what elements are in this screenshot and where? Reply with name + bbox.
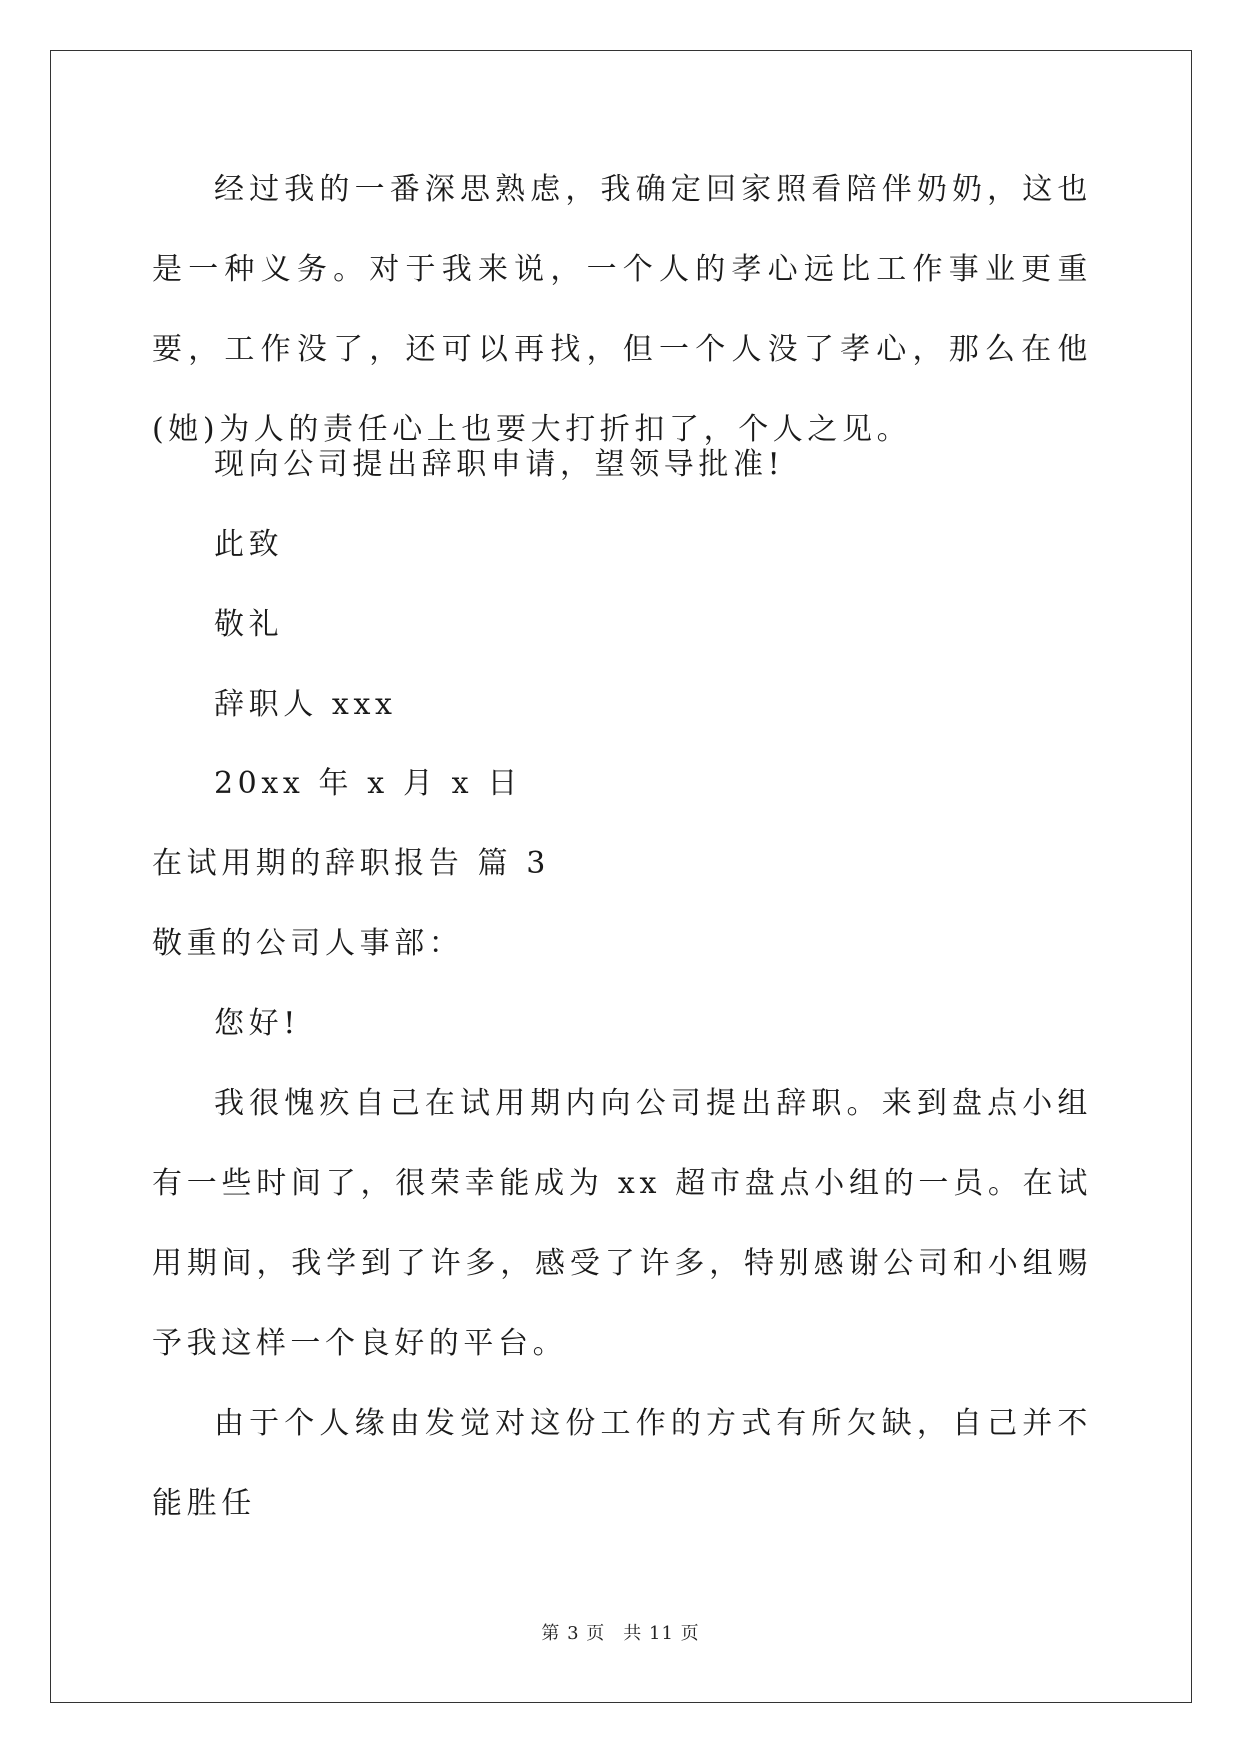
paragraph-apology: 我很愧疚自己在试用期内向公司提出辞职。来到盘点小组有一些时间了，很荣幸能成为 xx 超市盘点小组的一员。在试用期间，我学到了许多，感受了许多，特别感谢公司和小组赐予我这样一个良好的平台。 bbox=[152, 1086, 1092, 1361]
section-heading: 在试用期的辞职报告 篇 3 bbox=[152, 846, 550, 881]
closing-cizhi: 此致 bbox=[214, 527, 284, 562]
greeting: 您好! bbox=[214, 1006, 300, 1041]
date-line: 20xx 年 x 月 x 日 bbox=[214, 766, 522, 801]
paragraph-reason-continued: 由于个人缘由发觉对这份工作的方式有所欠缺，自己并不能胜任 bbox=[152, 1406, 1092, 1521]
page-footer bbox=[0, 1622, 1241, 1646]
page-total: 共 11 页 bbox=[623, 1623, 700, 1644]
paragraph-request: 现向公司提出辞职申请，望领导批准! bbox=[214, 447, 785, 482]
salutation: 敬重的公司人事部： bbox=[152, 926, 464, 961]
paragraph-reason: 经过我的一番深思熟虑，我确定回家照看陪伴奶奶，这也是一种义务。对于我来说，一个人的孝心远比工作事业更重要，工作没了，还可以再找，但一个人没了孝心，那么在他(她)为人的责任心上也要大打折扣了，个人之见。 bbox=[152, 172, 1092, 447]
page-number: 第 3 页 bbox=[541, 1623, 606, 1644]
signature: 辞职人 xxx bbox=[214, 687, 397, 722]
closing-jingli: 敬礼 bbox=[214, 607, 284, 642]
